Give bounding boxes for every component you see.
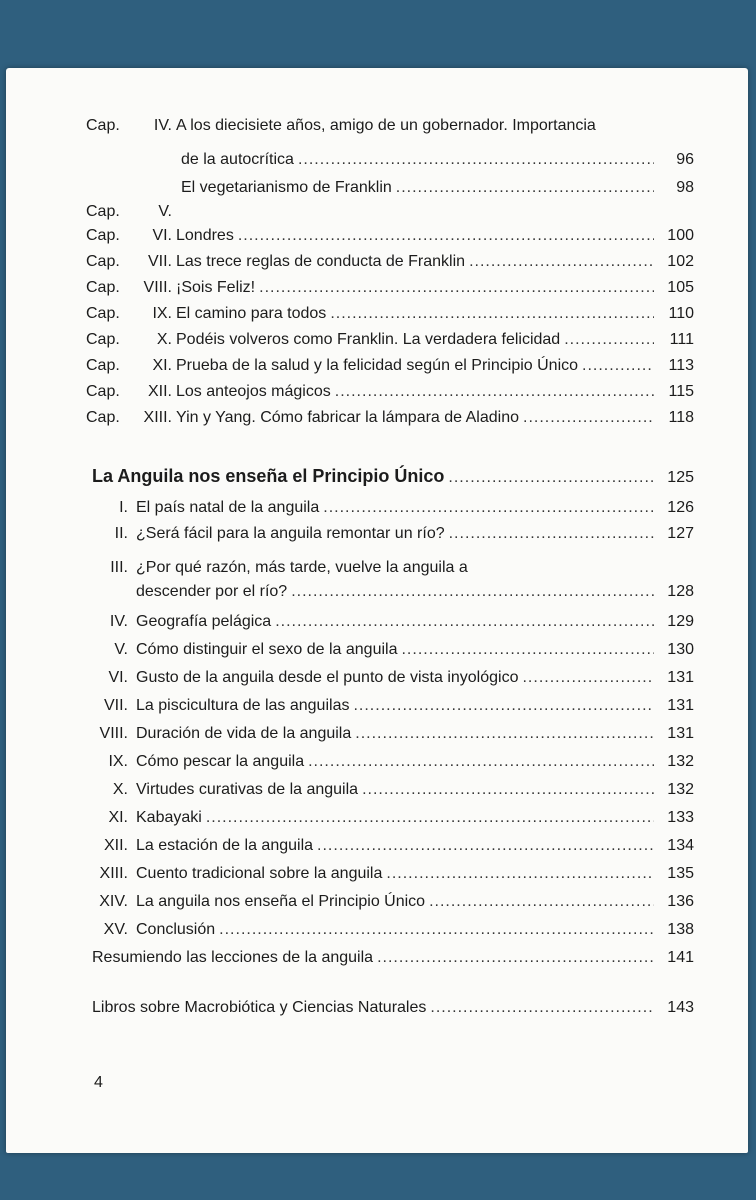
entry-title: Libros sobre Macrobiótica y Ciencias Naturales	[92, 999, 427, 1016]
section-title: La Anguila nos enseña el Principio Único	[92, 466, 445, 486]
leader-dots	[564, 330, 654, 350]
toc-entry-vegetarianismo	[6, 178, 748, 204]
toc-entry-anguila-ii	[6, 524, 748, 550]
cap-label: Cap.	[86, 203, 120, 220]
page-ref: 133	[667, 809, 694, 826]
chapter-title: El camino para todos	[176, 305, 327, 322]
chapter-title: Podéis volveros como Franklin. La verdadera felicidad	[176, 331, 561, 348]
chapter-title: El país natal de la anguila	[136, 499, 320, 516]
chapter-number: XI.	[108, 809, 128, 826]
page-ref: 131	[667, 697, 694, 714]
chapter-title: Duración de vida de la anguila	[136, 725, 352, 742]
page-ref: 132	[667, 753, 694, 770]
chapter-number: V.	[114, 641, 128, 658]
page-ref: 138	[667, 921, 694, 938]
page-ref: 134	[667, 837, 694, 854]
toc-entry-cap-iv	[6, 116, 748, 142]
chapter-number: VII.	[147, 253, 172, 270]
cap-label: Cap.	[86, 357, 120, 374]
page-ref: 105	[667, 279, 694, 296]
chapter-number: V.	[158, 203, 172, 220]
chapter-title: Conclusión	[136, 921, 216, 938]
toc-entry-anguila-iv	[6, 612, 748, 638]
page-ref: 131	[667, 669, 694, 686]
chapter-number: VII.	[103, 697, 128, 714]
chapter-title: Las trece reglas de conducta de Franklin	[176, 253, 466, 270]
toc-entry-cap-xiii	[6, 408, 748, 434]
cap-label: Cap.	[86, 383, 120, 400]
chapter-title: Geografía pelágica	[136, 613, 272, 630]
toc-entry-anguila-v	[6, 640, 748, 666]
page-ref: 141	[667, 949, 694, 966]
entry-title: Resumiendo las lecciones de la anguila	[92, 949, 374, 966]
chapter-number: III.	[110, 559, 128, 576]
chapter-number: IX.	[108, 753, 128, 770]
leader-dots	[335, 382, 654, 402]
toc-section-anguila	[6, 466, 748, 492]
chapter-number: II.	[114, 525, 128, 542]
chapter-title: Los anteojos mágicos	[176, 383, 331, 400]
toc-entry-cap-xii	[6, 382, 748, 408]
chapter-title: Virtudes curativas de la anguila	[136, 781, 359, 798]
toc-entry-cap-xi	[6, 356, 748, 382]
leader-dots	[206, 808, 654, 828]
cap-label: Cap.	[86, 331, 120, 348]
chapter-number: VIII.	[143, 279, 172, 296]
leader-dots	[582, 356, 654, 376]
page-ref: 113	[668, 357, 694, 374]
chapter-title: La piscicultura de las anguilas	[136, 697, 350, 714]
chapter-number: XIV.	[99, 893, 128, 910]
leader-dots	[396, 178, 654, 198]
chapter-title-continuation: descender por el río?	[136, 583, 288, 600]
chapter-number: XI.	[152, 357, 172, 374]
toc-entry-anguila-xi	[6, 808, 748, 834]
toc-entry-cap-v	[6, 202, 748, 228]
leader-dots	[298, 150, 654, 170]
leader-dots	[377, 948, 654, 968]
chapter-number: VI.	[152, 227, 172, 244]
toc-entry-anguila-xii	[6, 836, 748, 862]
leader-dots	[308, 752, 654, 772]
leader-dots	[219, 920, 654, 940]
page-ref: 102	[667, 253, 694, 270]
toc-entry-anguila-vi	[6, 668, 748, 694]
leader-dots	[353, 696, 654, 716]
page-ref: 132	[667, 781, 694, 798]
chapter-number: XIII.	[143, 409, 172, 426]
chapter-title: ¡Sois Feliz!	[176, 279, 256, 296]
toc-entry-cap-vi	[6, 226, 748, 252]
toc-entry-anguila-ix	[6, 752, 748, 778]
toc-entry-anguila-xiii	[6, 864, 748, 890]
chapter-title: ¿Por qué razón, más tarde, vuelve la anguila a	[136, 559, 468, 576]
toc-entry-resumen	[6, 948, 748, 974]
page-ref: 111	[669, 331, 694, 348]
book-page	[6, 68, 748, 1153]
chapter-number: IV.	[109, 613, 128, 630]
leader-dots	[259, 278, 654, 298]
chapter-number: VIII.	[99, 725, 128, 742]
toc-entry-anguila-vii	[6, 696, 748, 722]
chapter-number: XII.	[103, 837, 128, 854]
chapter-number: IX.	[152, 305, 172, 322]
chapter-number: X.	[112, 781, 128, 798]
cap-label: Cap.	[86, 279, 120, 296]
leader-dots	[386, 864, 654, 884]
page-ref: 126	[667, 499, 694, 516]
toc-entry-anguila-iii	[6, 558, 748, 584]
chapter-number: XV.	[103, 921, 128, 938]
page-ref: 125	[667, 469, 694, 486]
page-ref: 128	[667, 583, 694, 600]
page-ref: 115	[668, 383, 694, 400]
chapter-number: IV.	[153, 117, 172, 134]
chapter-title: Cómo pescar la anguila	[136, 753, 305, 770]
leader-dots	[430, 998, 654, 1018]
leader-dots	[362, 780, 654, 800]
chapter-number: VI.	[108, 669, 128, 686]
cap-label: Cap.	[86, 253, 120, 270]
leader-dots	[448, 468, 654, 488]
chapter-number: XIII.	[99, 865, 128, 882]
page-ref: 130	[667, 641, 694, 658]
toc-entry-anguila-iii-cont	[6, 582, 748, 608]
toc-entry-anguila-xv	[6, 920, 748, 946]
chapter-title: Londres	[176, 227, 234, 244]
cap-label: Cap.	[86, 409, 120, 426]
cap-label: Cap.	[86, 227, 120, 244]
page-ref: 129	[667, 613, 694, 630]
leader-dots	[323, 498, 654, 518]
leader-dots	[429, 892, 654, 912]
leader-dots	[522, 668, 654, 688]
page-ref: 143	[667, 999, 694, 1016]
chapter-title: A los diecisiete años, amigo de un gobernador. Importancia	[176, 117, 596, 134]
toc-entry-cap-ix	[6, 304, 748, 330]
page-ref: 98	[676, 179, 694, 196]
chapter-title: El vegetarianismo de Franklin	[181, 179, 392, 196]
toc-entry-libros	[6, 998, 748, 1024]
chapter-title: Cómo distinguir el sexo de la anguila	[136, 641, 398, 658]
chapter-title: Cuento tradicional sobre la anguila	[136, 865, 383, 882]
page-number: 4	[94, 1074, 103, 1091]
leader-dots	[401, 640, 654, 660]
toc-entry-anguila-viii	[6, 724, 748, 750]
chapter-title: Yin y Yang. Cómo fabricar la lámpara de Aladino	[176, 409, 520, 426]
leader-dots	[469, 252, 654, 272]
toc-entry-anguila-x	[6, 780, 748, 806]
chapter-number: I.	[119, 499, 128, 516]
chapter-title: Kabayaki	[136, 809, 202, 826]
chapter-title: Gusto de la anguila desde el punto de vista inyológico	[136, 669, 519, 686]
page-ref: 118	[668, 409, 694, 426]
leader-dots	[238, 226, 654, 246]
chapter-number: X.	[156, 331, 172, 348]
chapter-title-continuation: de la autocrítica	[181, 151, 294, 168]
chapter-title: La anguila nos enseña el Principio Único	[136, 893, 426, 910]
leader-dots	[330, 304, 654, 324]
chapter-title: ¿Será fácil para la anguila remontar un río?	[136, 525, 445, 542]
toc-entry-cap-iv-cont	[6, 150, 748, 176]
cap-label: Cap.	[86, 305, 120, 322]
page-ref: 127	[667, 525, 694, 542]
toc-entry-cap-viii	[6, 278, 748, 304]
leader-dots	[291, 582, 654, 602]
leader-dots	[317, 836, 654, 856]
toc-entry-anguila-xiv	[6, 892, 748, 918]
toc-entry-anguila-i	[6, 498, 748, 524]
toc-entry-cap-x	[6, 330, 748, 356]
page-ref: 135	[667, 865, 694, 882]
chapter-title: Prueba de la salud y la felicidad según el Principio Único	[176, 357, 579, 374]
leader-dots	[275, 612, 654, 632]
leader-dots	[449, 524, 654, 544]
page-ref: 136	[667, 893, 694, 910]
toc-entry-cap-vii	[6, 252, 748, 278]
page-ref: 110	[668, 305, 694, 322]
leader-dots	[523, 408, 654, 428]
chapter-title: La estación de la anguila	[136, 837, 314, 854]
page-ref: 100	[667, 227, 694, 244]
page-ref: 96	[676, 151, 694, 168]
leader-dots	[355, 724, 654, 744]
chapter-number: XII.	[147, 383, 172, 400]
page-ref: 131	[667, 725, 694, 742]
cap-label: Cap.	[86, 117, 120, 134]
